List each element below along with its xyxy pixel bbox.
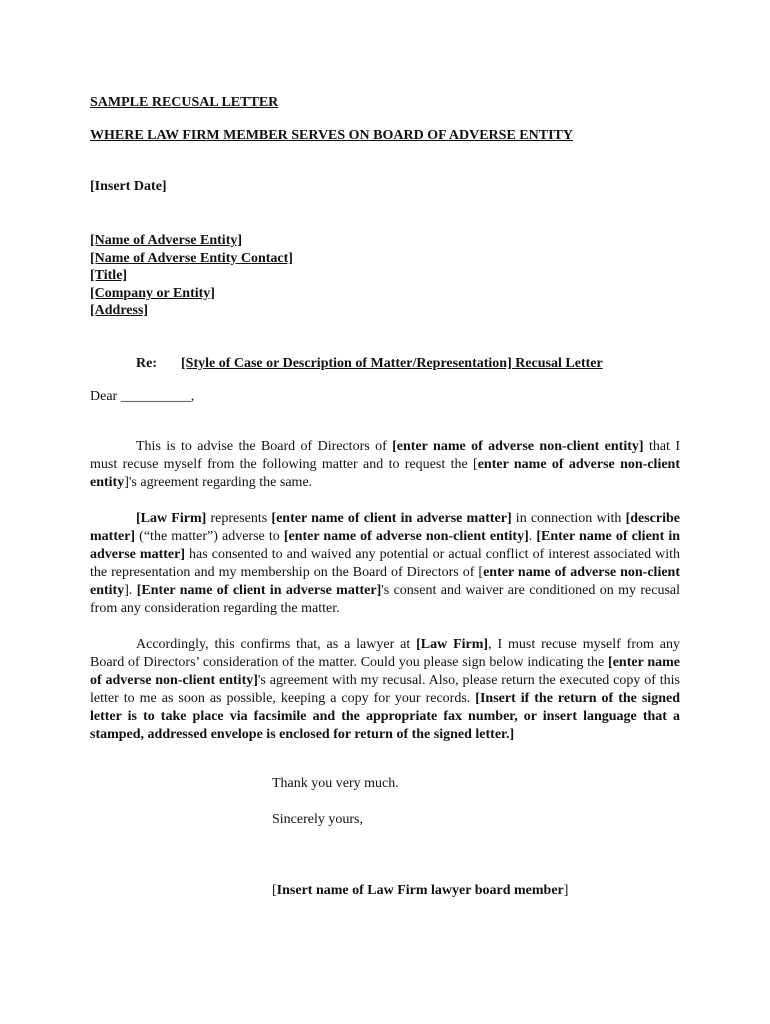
address-block	[90, 232, 293, 320]
paragraph-3: Accordingly, this confirms that, as a lawyer at [Law Firm], I must recuse myself from any Board of Directors’ consideration of the matter. Could you please sign below indicating the [enter name of adverse non-client entity]'s agreement with my recusal. Also, please return the executed copy of this letter to me as soon as possible, keeping a copy for your records. [Insert if the return of the signed letter is to take place via facsimile and the appropriate fax number, or insert language that a stamped, addressed envelope is enclosed for return of the signed letter.]	[90, 637, 680, 742]
salutation: Dear __________,	[90, 389, 195, 404]
date-placeholder: [Insert Date]	[90, 179, 167, 194]
letter-title: SAMPLE RECUSAL LETTER	[90, 95, 279, 110]
closing-sincerely: Sincerely yours,	[272, 812, 363, 827]
address-contact: [Name of Adverse Entity Contact]	[90, 250, 293, 266]
paragraph-1: This is to advise the Board of Directors of [enter name of adverse non-client entity] that I must recuse myself from the following matter and to request the [enter name of adverse non-client entity]'s agreement regarding the same.	[90, 439, 680, 490]
closing-thanks: Thank you very much.	[272, 776, 399, 791]
address-title: [Title]	[90, 268, 128, 283]
paragraph-2: [Law Firm] represents [enter name of client in adverse matter] in connection with [describe matter] (“the matter”) adverse to [enter name of adverse non-client entity]. [Enter name of client in adverse matter] has consented to and waived any potential or actual conflict of interest associated with the representation and my membership on the Board of Directors of [enter name of adverse non-client entity]. [Enter name of client in adverse matter]'s consent and waiver are conditioned on my recusal from any consideration regarding the matter.	[90, 511, 681, 616]
letter-subtitle: WHERE LAW FIRM MEMBER SERVES ON BOARD OF ADVERSE ENTITY	[90, 128, 573, 143]
re-label: Re:	[136, 356, 157, 371]
signature-placeholder: [Insert name of Law Firm lawyer board member]	[272, 883, 569, 898]
re-subject: [Style of Case or Description of Matter/Representation] Recusal Letter	[181, 356, 603, 371]
address-company: [Company or Entity]	[90, 285, 215, 301]
address-street: [Address]	[90, 303, 149, 318]
address-entity: [Name of Adverse Entity]	[90, 233, 243, 248]
